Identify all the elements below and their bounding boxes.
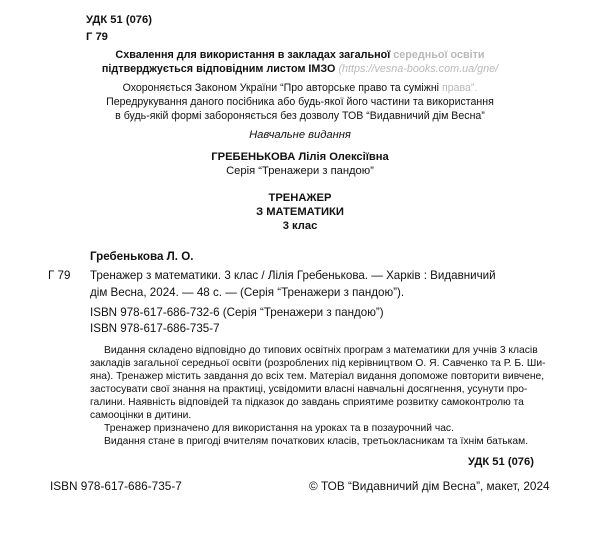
title-line-2: З МАТЕМАТИКИ — [256, 206, 344, 218]
series-name: Серія “Тренажери з пандою” — [226, 165, 374, 177]
catalog-line-1: Тренажер з математики. 3 клас / Лілія Гребенькова. — Харків : Видавничий — [90, 269, 496, 282]
catalog-line-2: дім Весна, 2024. — 48 с. — (Серія “Тренажери з пандою”). — [90, 286, 405, 299]
description-audience: Видання стане в пригоді вчителям початкових класів, третьокласникам та їхнім батькам. — [104, 436, 529, 447]
title-grade: 3 клас — [282, 220, 318, 232]
copyright-notice-line-2: Передрукування даного посібника або будь-якої його частини та використання — [106, 96, 494, 108]
approval-line-1: Схвалення для використання в закладах загальної середньої освіти — [115, 49, 485, 61]
catalog-code-left: Г 79 — [48, 269, 71, 282]
catalog-code: Г 79 — [86, 31, 108, 43]
footer-isbn: ISBN 978-617-686-735-7 — [50, 479, 182, 493]
description-line-3: яна). Тренажер містить завдання до всіх тем. Матеріал видання допоможе повторити вивчене, — [90, 371, 545, 382]
copyright-notice-line-3: в будь-якій формі забороняється без дозволу ТОВ “Видавничий дім Весна” — [115, 110, 485, 122]
footer-udk: УДК 51 (076) — [468, 456, 534, 468]
catalog-isbn-series: ISBN 978-617-686-732-6 (Серія “Тренажери з пандою”) — [90, 306, 384, 319]
description-line-5: галини. Наявність відповідей та підказок до завдань сприятиме розвитку самоконтролю та — [90, 397, 524, 408]
description-purpose: Тренажер призначено для використання на уроках та в позаурочний час. — [104, 423, 454, 434]
description-line-4: застосувати свої знання на практиці, усвідомити власні навчальні досягнення, усунути про- — [90, 384, 528, 395]
description-line-2: закладів загальної середньої освіти (розроблених під керівництвом О. Я. Савченко та Р. Б. Ши- — [90, 358, 546, 369]
catalog-author: Гребенькова Л. О. — [90, 250, 194, 263]
title-line-1: ТРЕНАЖЕР — [268, 192, 332, 204]
catalog-isbn: ISBN 978-617-686-735-7 — [90, 322, 220, 335]
edition-type: Навчальне видання — [249, 129, 351, 141]
approval-line-2: підтверджується відповідним листом ІМЗО (https://vesna-books.com.ua/gne/ — [101, 63, 499, 75]
copyright-notice-line-1: Охороняється Законом України “Про авторське право та суміжні права”. — [122, 82, 478, 94]
author-full-name: ГРЕБЕНЬКОВА Лілія Олексіївна — [211, 151, 389, 163]
description-line-1: Видання складено відповідно до типових освітніх програм з математики для учнів 3 класів — [104, 345, 538, 356]
footer-copyright: © ТОВ “Видавничий дім Весна”, макет, 2024 — [309, 479, 550, 493]
description-line-6: самооцінки в дитини. — [90, 410, 192, 421]
udk-code: УДК 51 (076) — [86, 14, 152, 26]
